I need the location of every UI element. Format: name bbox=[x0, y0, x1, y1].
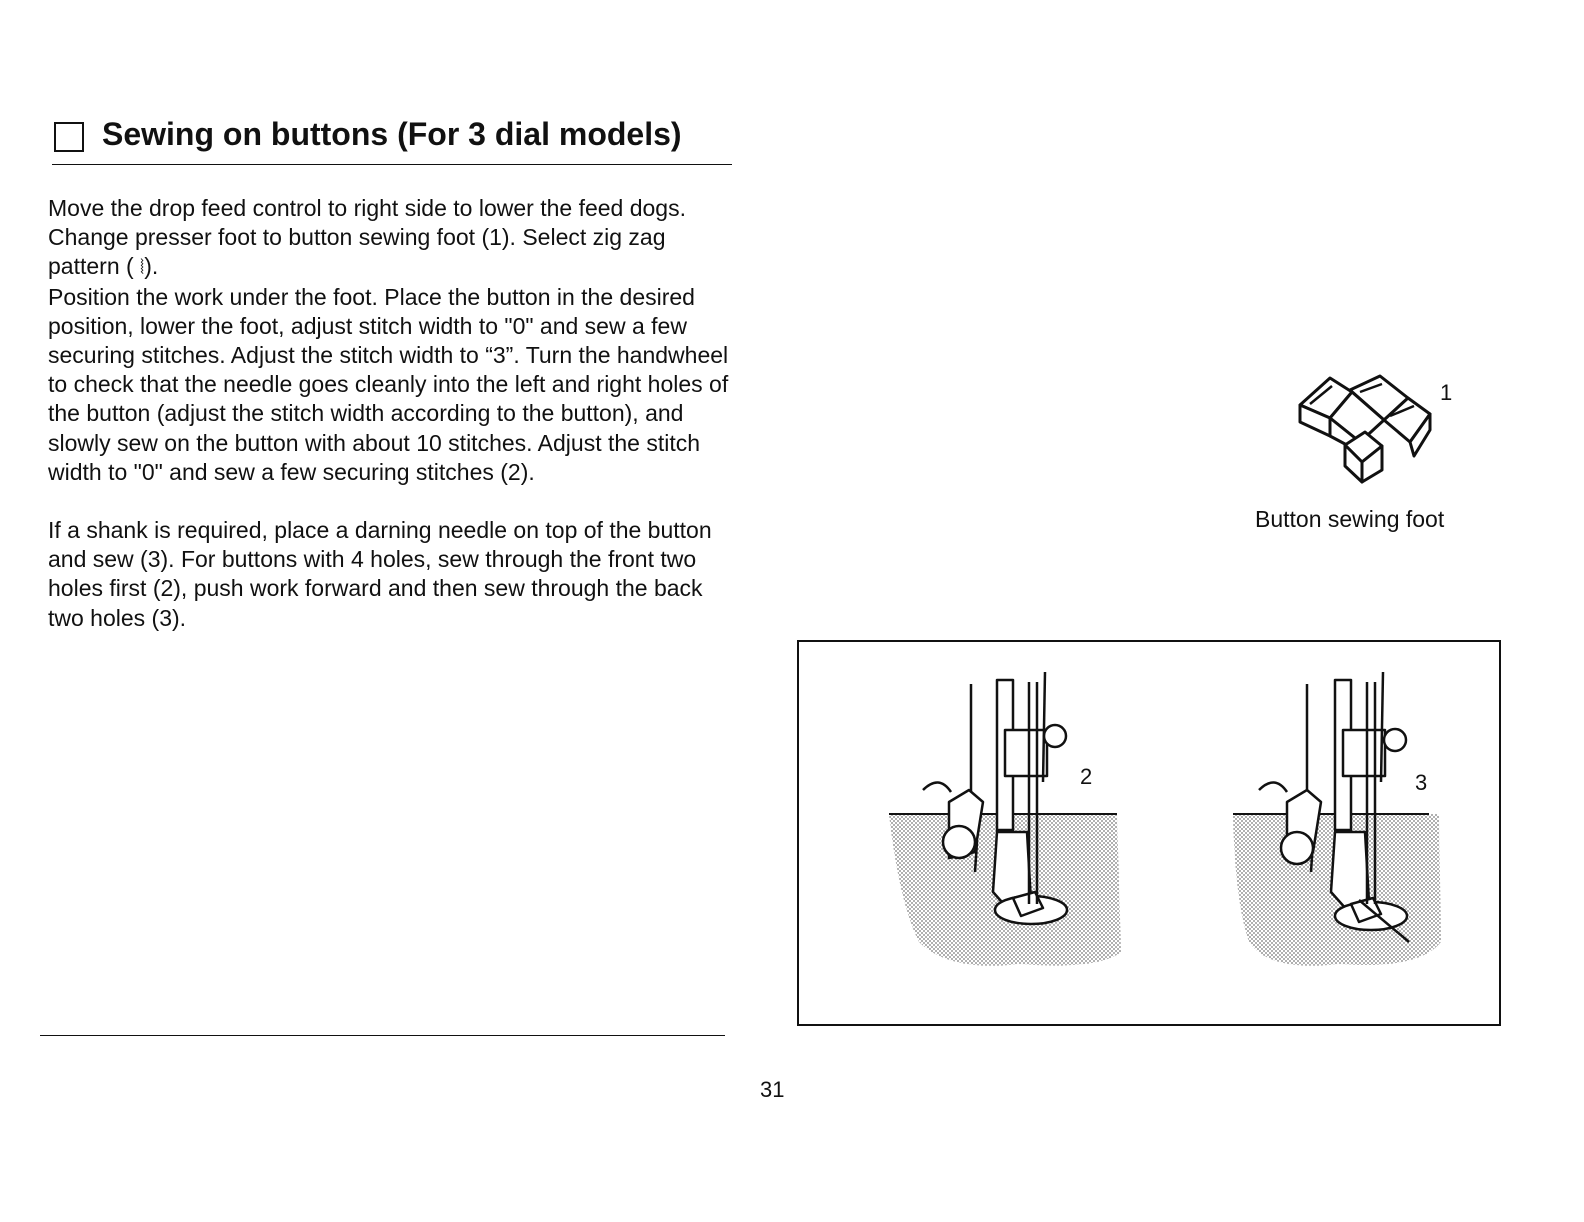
sewing-illustrations bbox=[799, 642, 1499, 1024]
p1-line1: Move the drop feed control to right side to lower the feed dogs. bbox=[48, 195, 686, 221]
instruction-text bbox=[48, 194, 738, 633]
bottom-rule bbox=[40, 1035, 725, 1036]
section-heading bbox=[52, 112, 732, 165]
p1-line2-after: ). bbox=[144, 253, 159, 280]
button-sewing-diagram bbox=[797, 640, 1501, 1026]
checkbox-square-icon bbox=[54, 122, 84, 152]
p1-line3: Position the work under the foot. Place the button in the desired position, lower the foot, adjust stitch width to "0" and sew a few securing stitches. Adjust the stitch width to “3”. Turn the handwheel to check that the needle goes cleanly into the left and right holes of the button (adjust the stitch width according to the button), and slowly sew on the button with about 10 stitches. Adjust the stitch width to "0" and sew a few securing stitches (2). bbox=[48, 283, 729, 485]
right-sewing-illustration bbox=[1233, 672, 1441, 966]
button-sewing-foot-illustration bbox=[1290, 370, 1440, 490]
left-sewing-illustration bbox=[889, 672, 1121, 966]
right-illustration-number: 3 bbox=[1415, 770, 1428, 795]
foot-figure-number: 1 bbox=[1440, 380, 1453, 405]
section-title: Sewing on buttons (For 3 dial models) bbox=[102, 116, 682, 152]
p1-line2-before: Change presser foot to button sewing foot (1). Select zig zag pattern ( bbox=[48, 224, 666, 280]
paragraph-2: If a shank is required, place a darning needle on top of the button and sew (3). For buttons with 4 holes, sew through the front two holes first (2), push work forward and then sew through the back two holes (3). bbox=[48, 517, 712, 631]
page-number: 31 bbox=[760, 1077, 785, 1102]
paragraph-1 bbox=[48, 194, 738, 487]
zigzag-pattern-icon: ⦚ bbox=[140, 255, 145, 280]
left-illustration-number: 2 bbox=[1080, 764, 1093, 789]
foot-figure-caption: Button sewing foot bbox=[1255, 506, 1445, 532]
